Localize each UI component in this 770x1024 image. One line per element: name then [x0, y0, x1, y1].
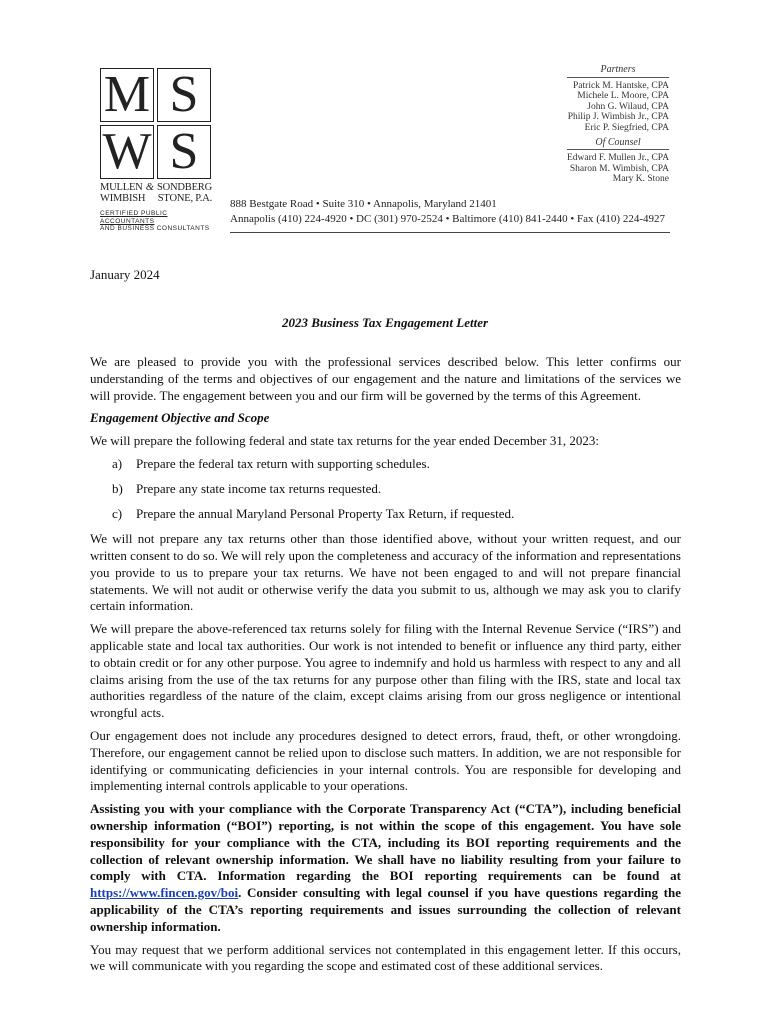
logo-letter-m: M [100, 68, 154, 122]
list-intro: We will prepare the following federal and state tax returns for the year ended December 31, 2023: [90, 433, 599, 449]
intro-paragraph: We are pleased to provide you with the professional services described below. This letter confirms our understanding of the terms and objectives of our engagement and the nature and limitations of the services we will provide. The engagement between you and our firm will be governed by the terms of this Agreement. [90, 354, 681, 403]
logo-tagline [100, 210, 212, 233]
scope-paragraph: We will not prepare any tax returns other than those identified above, without your written request, and our written consent to do so. We will rely upon the completeness and accuracy of the information and representations you provide to us to prepare your tax returns. We have not been engaged to and will not prepare financial statements. We will not audit or otherwise verify the data you submit to us, although we may ask you to clarify certain information. [90, 531, 681, 614]
logo-name-mullen: MULLEN [100, 182, 143, 193]
cta-text-after-link: . Consider consulting with legal counsel if you have questions regarding the applicability of the CTA’s reporting requirements and issues surrounding the collection of relevant ownership information. [90, 885, 681, 934]
counsel-name: Edward F. Mullen Jr., CPA [567, 153, 670, 164]
header-divider [230, 232, 670, 233]
list-item [112, 481, 681, 498]
list-item [112, 456, 681, 473]
counsel-name: Sharon M. Wimbish, CPA [569, 163, 669, 174]
purpose-paragraph: We will prepare the above-referenced tax returns solely for filing with the Internal Revenue Service (“IRS”) and applicable state and local tax authorities. Our work is not intended to benefit or influence any third party, either to obtain credit or for any other purpose. You agree to indemnify and hold us harmless with respect to any and all claims arising from the use of the tax returns for any purpose other than filing with the IRS, state and local tax authorities regardless of the nature of the claim, except claims arising from our gross negligence or intentional wrongful acts. [90, 621, 681, 721]
logo-letter-s2: S [157, 125, 211, 179]
list-marker: a) [112, 455, 123, 471]
list-item-text: Prepare the federal tax return with supporting schedules. [136, 455, 430, 471]
additional-services-paragraph: You may request that we perform additional services not contemplated in this engagement letter. If this occurs, we will communicate with you regarding the scope and estimated cost of these additional services. [90, 941, 681, 974]
partner-name: Patrick M. Hantske, CPA [573, 80, 669, 91]
fincen-boi-link[interactable]: https://www.fincen.gov/boi [90, 885, 239, 901]
partners-list [567, 65, 669, 185]
logo-letter-grid [100, 68, 212, 179]
cta-text-before-link: Assisting you with your compliance with the Corporate Transparency Act (“CTA”), including beneficial ownership information (“BOI”) reporting, is not within the scope of this engagement. You have sole responsibility for your compliance with the CTA, including its BOI reporting requirements and the collection of relevant ownership information. We shall have no liability resulting from your failure to comply with CTA. Information regarding the BOI reporting requirements can be found at [90, 801, 681, 884]
address-line-2: Annapolis (410) 224-4920 • DC (301) 970-2524 • Baltimore (410) 841-2440 • Fax (410) 224-4927 [230, 213, 665, 225]
logo-tagline-line2: AND BUSINESS CONSULTANTS [100, 225, 210, 232]
partner-name: Eric P. Siegfried, CPA [584, 122, 669, 133]
letter-title: 2023 Business Tax Engagement Letter [281, 315, 489, 330]
logo-letter-s: S [157, 68, 211, 122]
list-item [112, 506, 681, 523]
logo-name-wimbish: WIMBISH [100, 193, 146, 204]
list-item-text: Prepare any state income tax returns requested. [136, 481, 382, 497]
logo-letter-w: W [100, 125, 154, 179]
partner-name: Michele L. Moore, CPA [577, 91, 669, 102]
procedures-paragraph: Our engagement does not include any procedures designed to detect errors, fraud, theft, or other wrongdoing. Therefore, our engagement cannot be relied upon to disclose such matters. In addition, we are not responsible for identifying or communicating deficiencies in your internal controls. You are responsible for developing and implementing internal controls applicable to your operations. [90, 728, 681, 794]
letter-body [90, 354, 681, 981]
firm-logo [100, 68, 212, 233]
partners-heading: Partners [567, 65, 669, 78]
logo-firm-names [100, 182, 212, 204]
list-item-text: Prepare the annual Maryland Personal Property Tax Return, if requested. [136, 506, 515, 522]
list-marker: b) [112, 481, 123, 497]
list-marker: c) [112, 506, 123, 522]
letter-date: January 2024 [90, 267, 160, 282]
counsel-name: Mary K. Stone [612, 174, 669, 185]
address-line-1: 888 Bestgate Road • Suite 310 • Annapolis, Maryland 21401 [230, 198, 497, 210]
logo-ampersand: & [145, 182, 154, 193]
partner-name: Philip J. Wimbish Jr., CPA [567, 112, 669, 123]
of-counsel-heading: Of Counsel [567, 138, 669, 151]
returns-list [90, 456, 681, 523]
logo-name-stone: STONE, P.A. [157, 193, 212, 204]
logo-name-sondberg: SONDBERG [156, 182, 212, 193]
partner-name: John G. Wilaud, CPA [587, 101, 669, 112]
logo-tagline-line1: CERTIFIED PUBLIC ACCOUNTANTS [100, 210, 168, 225]
cta-paragraph [90, 801, 681, 935]
firm-address [230, 197, 670, 227]
section-heading: Engagement Objective and Scope [90, 410, 270, 426]
